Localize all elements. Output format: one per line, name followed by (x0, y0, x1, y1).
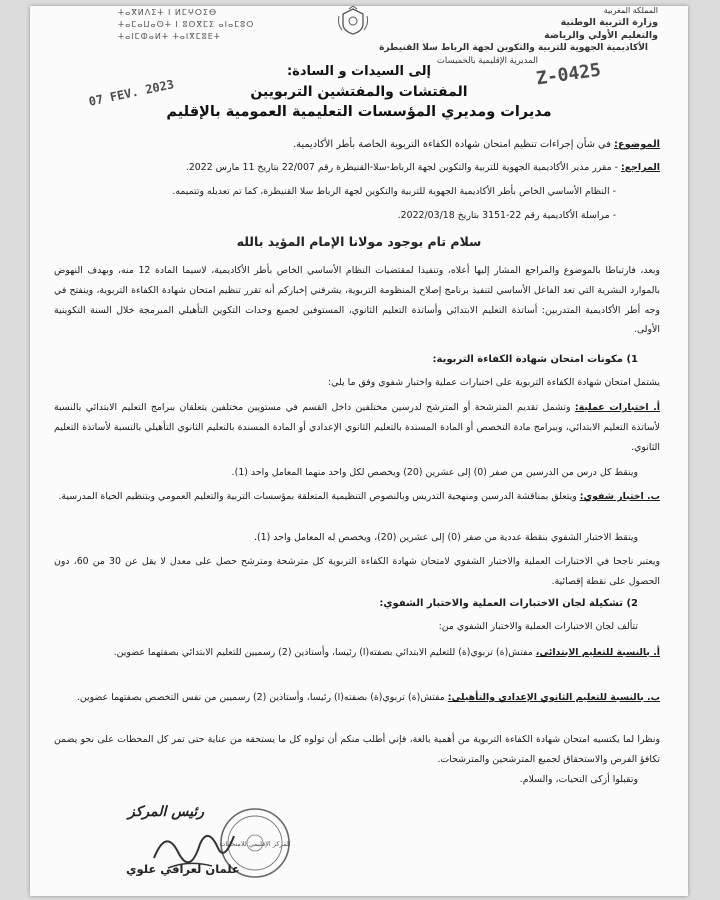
references-label: المراجع: (621, 162, 660, 173)
seal-text: المركز الإقليمي للامتحانات (219, 840, 291, 848)
header-academy: الأكاديمية الجهوية للتربية والتكوين لجهة الرباط سلا القنيطرة (379, 43, 648, 53)
section-1-title: 1) مكونات امتحان شهادة الكفاءة التربوية: (432, 354, 638, 365)
section-2-item-b (54, 688, 660, 708)
subject-text: في شأن إجراءات تنظيم امتحان شهادة الكفاءة التربوية الخاصة بأطر الأكاديمية. (293, 139, 611, 150)
document-page (30, 6, 688, 896)
section-1-item-b (54, 487, 660, 507)
section-1-item-a-text: وتشمل تقديم المترشحة أو المترشح لدرسين مختلفين داخل القسم في مستويين مختلفين يتعلقان ببرامج التعليم الابتدائي بالنسبة لأساتذة التعليم الابتدائي، وببرامج مادة التخصص أو المادة المسندة بالتعليم الثانوي الإعدادي أو المادة المسندة بالتعليم الثانوي التأهيلي بالنسبة لأساتذة التعليم الثانوي. (54, 402, 660, 453)
section-2-item-b-label: ب. بالنسبة للتعليم الثانوي الإعدادي والتأهيلي: (447, 692, 660, 703)
section-1-pass-condition: ويعتبر ناجحا في الاختبارات العملية والاختبار الشفوي لامتحان شهادة الكفاءة التربوية كل مترشحة ومترشح حصل على معدل لا يقل عن 30 من 60، دون الحصول على نقطة إقصائية. (54, 556, 661, 587)
section-2-item-a-label: أ. بالنسبة للتعليم الابتدائي، (535, 647, 660, 658)
section-1-item-b-label: ب. اختبار شفوي: (579, 491, 660, 502)
section-2-item-a (54, 643, 660, 663)
section-2-title: 2) تشكيلة لجان الاختبارات العملية والاختبار الشفوي: (379, 598, 638, 609)
section-1-lead: يشتمل امتحان شهادة الكفاءة التربوية على اختبارات عملية واختبار شفوي وفق ما يلي: (327, 377, 660, 388)
section-2-item-b-text: مفتش(ة) تربوي(ة) بصفته(ا) رئيسا، وأستاذين (2) رسميين من نفس التخصص بصفتهما عضوين. (76, 692, 445, 703)
header-ministry-sub: والتعليم الأولي والرياضة (544, 30, 658, 41)
section-1-item-b-score: وينقط الاختبار الشفوي بنقطة عددية من صفر (0) إلى عشرين (20)، ويخصص له المعامل واحد (1). (253, 532, 638, 543)
references-line-1 (186, 162, 660, 173)
reference-item: - النظام الأساسي الخاص بأطر الأكاديمية الجهوية للتربية والتكوين لجهة الرباط سلا القنيطرة، كما تم تعديله وتتميمه. (172, 186, 616, 197)
section-1-item-a-label: أ. اختبارات عملية: (574, 402, 660, 413)
reference-item: - مقرر مدير الأكاديمية الجهوية للتربية والتكوين لجهة الرباط-سلا-القنيطرة رقم 22/007 بتاريخ 11 مارس 2022. (185, 162, 619, 173)
subject-line (293, 139, 660, 150)
greeting: سلام تام بوجود مولانا الإمام المؤيد بالله (236, 234, 482, 249)
closing-paragraph: ونظرا لما يكتسيه امتحان شهادة الكفاءة التربوية من أهمية بالغة، فإني أطلب منكم أن تولوه كل ما يستحقه من عناية حتى تمر كل المحطات على نحو يضمن تكافؤ الفرص والاستحقاق لجميع المترشحين والمترشحات. (54, 734, 660, 765)
address-line-1: إلى السيدات و السادة: (286, 64, 432, 79)
header-kingdom: المملكة المغربية (603, 6, 658, 15)
subject-label: الموضوع: (614, 139, 660, 150)
signature-title: رئيس المركز (128, 804, 204, 820)
section-2-lead: تتألف لجان الاختبارات العملية والاختبار الشفوي من: (438, 621, 638, 632)
header-ministry: وزارة التربية الوطنية (560, 17, 658, 28)
header-directorate: المديرية الإقليمية بالخميسات (436, 56, 538, 66)
section-1-item-a-score: وينقط كل درس من الدرسين من صفر (0) إلى عشرين (20) ويخصص لكل واحد منهما المعامل واحد (1). (231, 467, 638, 478)
coat-of-arms-icon (336, 6, 370, 36)
reference-item: - مراسلة الأكاديمية رقم 22-3151 بتاريخ 2022/03/18. (397, 210, 616, 221)
address-line-2: المفتشات والمفتشين التربويين (250, 84, 468, 100)
registration-number-stamp: Z-0425 (534, 59, 603, 90)
section-1-item-b-text: ويتعلق بمناقشة الدرسين ومنهجية التدريس وبالنصوص التنظيمية المتعلقة بمؤسسات التربية والتعليم العمومي وبتنظيم الحياة المدرسية. (58, 491, 577, 502)
section-1-item-a (54, 398, 660, 457)
section-2-item-a-text: مفتش(ة) تربوي(ة) للتعليم الابتدائي بصفته(ا) رئيسا، وأستاذين (2) رسميين للتعليم الابتدائي بصفتهما عضوين. (113, 647, 533, 658)
address-line-3: مديرات ومديري المؤسسات التعليمية العمومية بالإقليم (166, 104, 552, 120)
header-tifinagh-2: ⵜⴰⵎⴰⵡⴰⵙⵜ ⵏ ⵓⵙⴳⵎⵉ ⴰⵏⴰⵎⵓⵔ (118, 20, 255, 29)
header-tifinagh-3: ⵜⴰⵏⵎⵀⴰⵍⵜ ⵜⴰⵏⴳⵎⵓⴹⵜ (118, 32, 221, 41)
received-date-stamp: 07 FEV. 2023 (87, 77, 176, 109)
signature-name: علمان لعراقي علوي (126, 862, 240, 876)
regards: وتقبلوا أزكى التحيات، والسلام. (519, 774, 638, 785)
header-tifinagh-1: ⵜⴰⴳⵍⴷⵉⵜ ⵏ ⵍⵎⵖⵔⵉⴱ (118, 8, 218, 17)
intro-paragraph: وبعد، فارتباطا بالموضوع والمراجع المشار إليها أعلاه، وتنفيذا لمقتضيات النظام الأساسي الخاص بأطر الأكاديمية، لاسيما المادة 12 منه، وبهدف النهوض بالموارد البشرية التي تعد الفاعل الأساسي لتنفيذ برنامج إصلاح المنظومة التربوية، يشرفني إخباركم أنه تقرر تنظيم امتحان شهادة الكفاءة التربوية، وينفتح في وجه أطر الأكاديمية المتدربين: أساتذة التعليم الابتدائي وأساتذة التعليم الثانوي، المستوفين لجميع وحدات التكوين التأهيلي المبرمجة خلال السنة التكوينية الأولى. (54, 265, 660, 336)
